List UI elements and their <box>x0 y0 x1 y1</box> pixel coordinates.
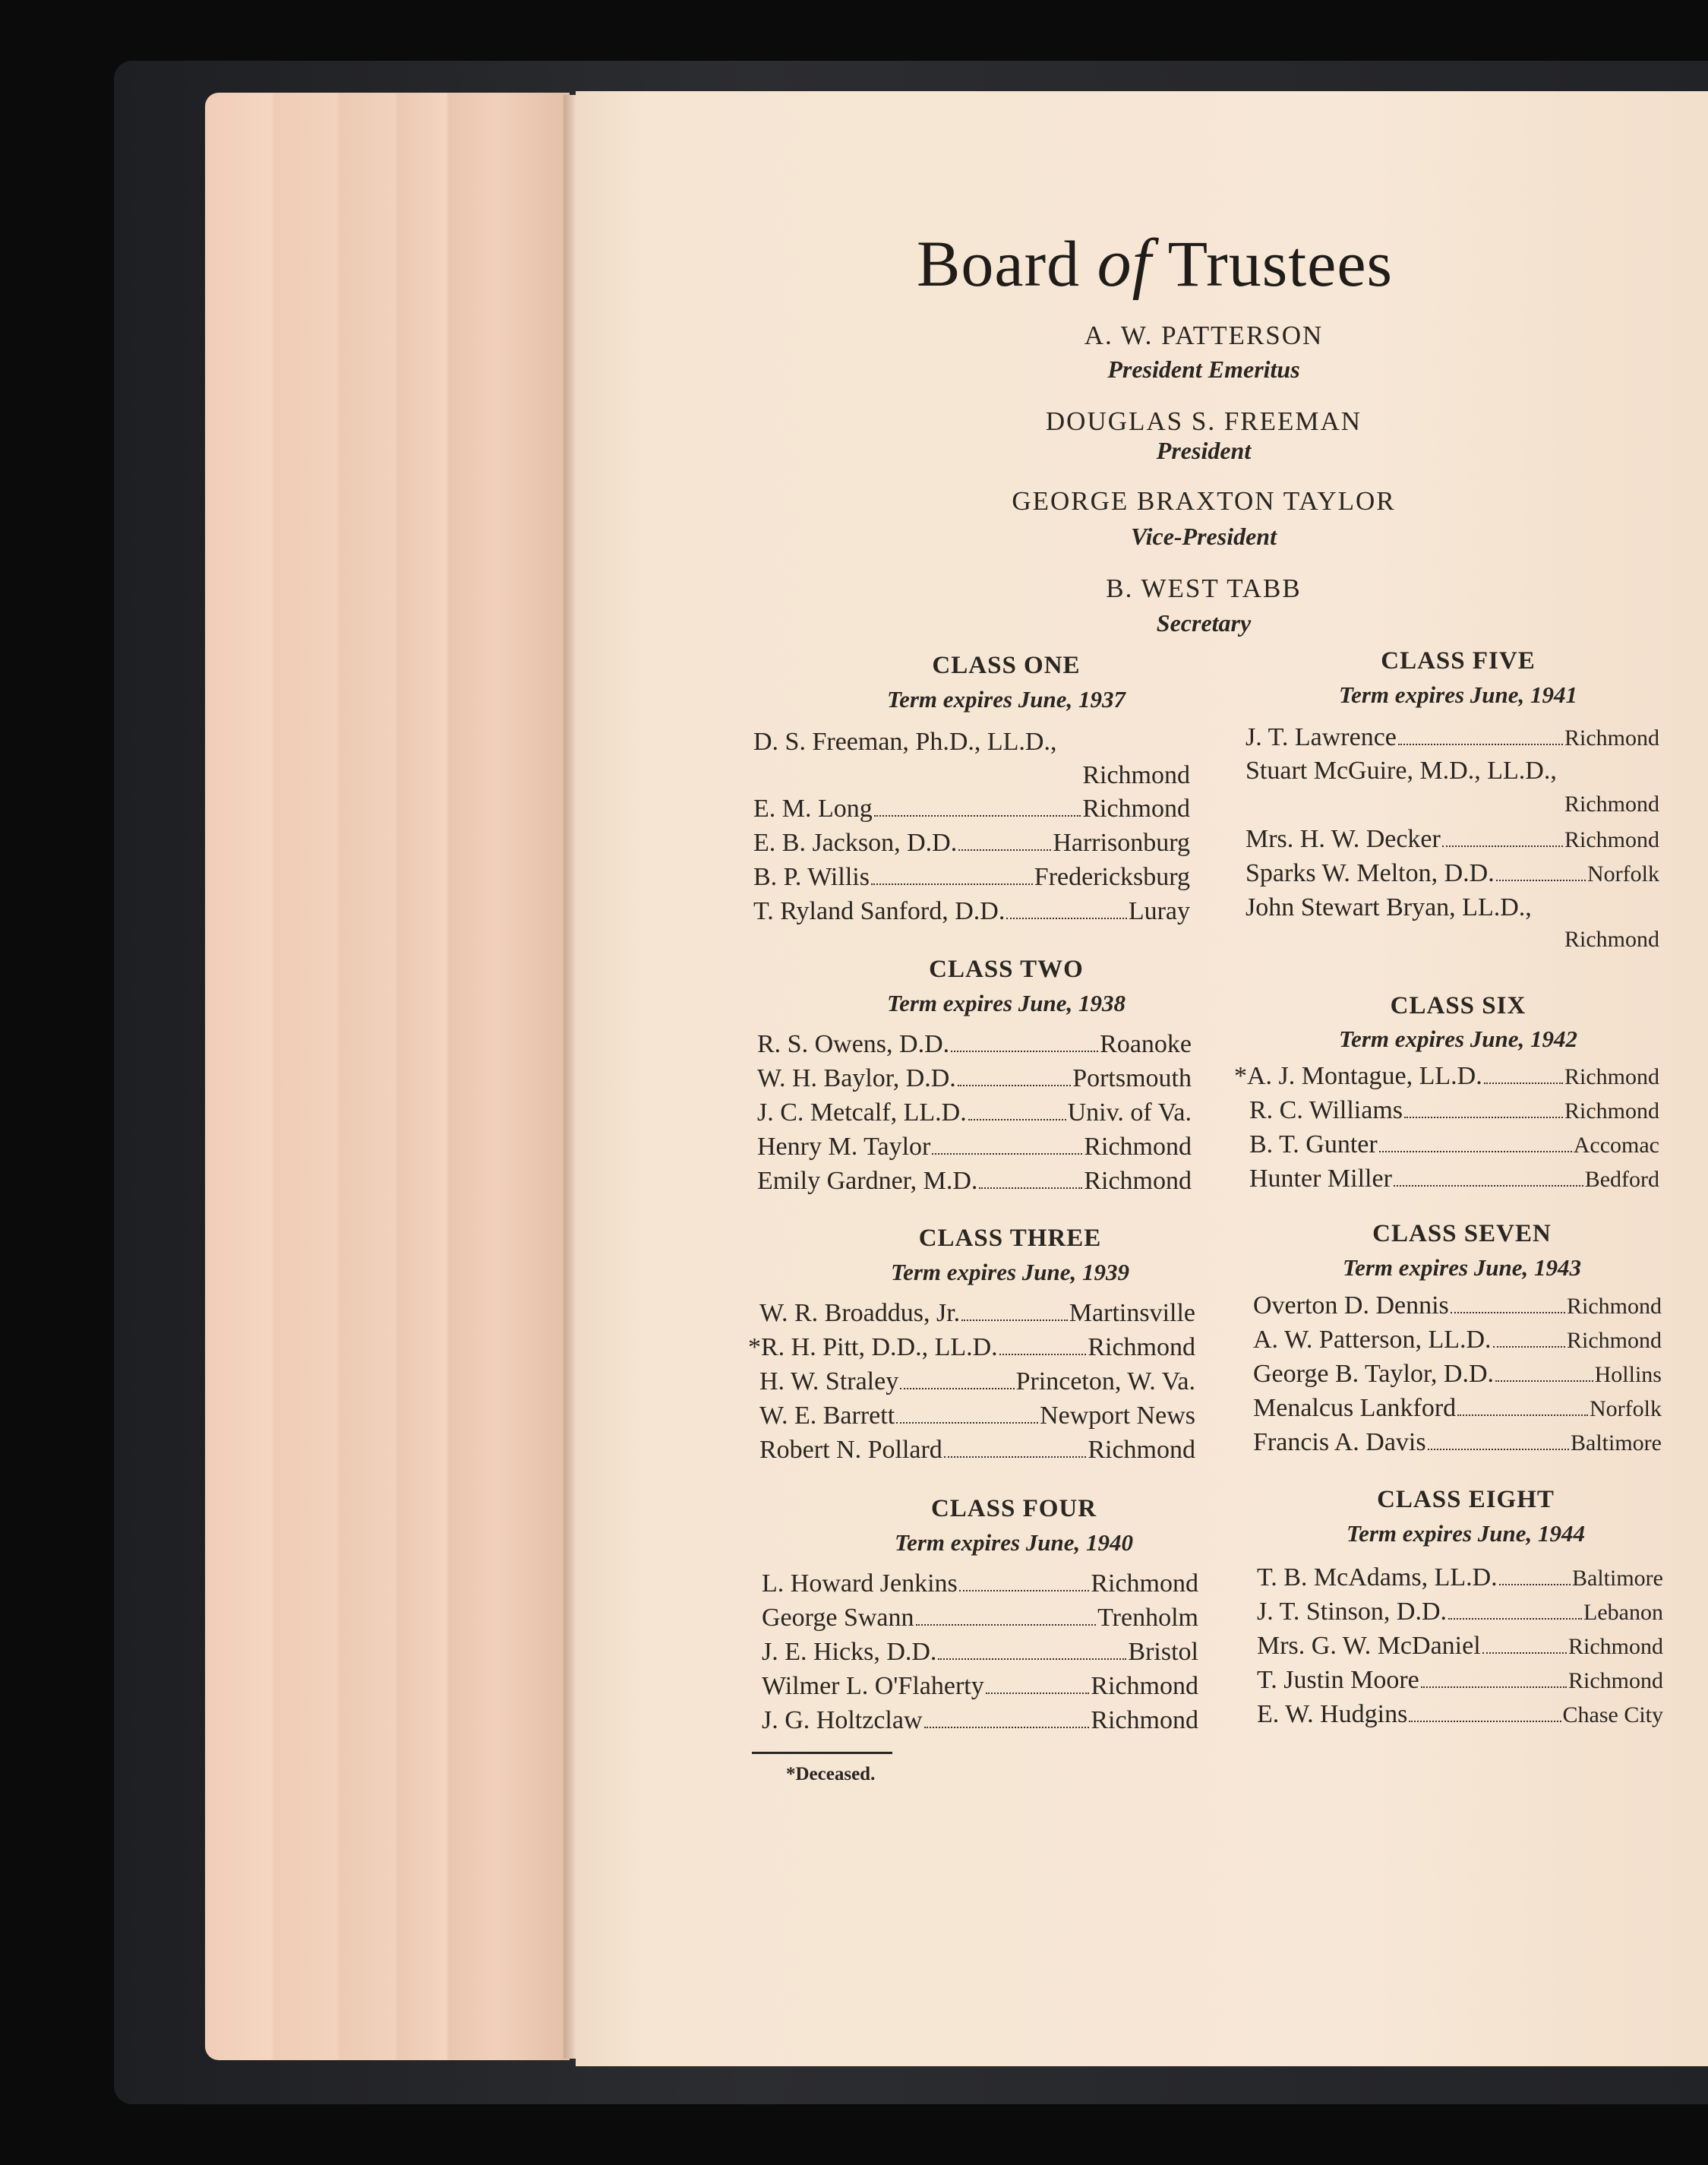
trustee-row <box>1245 723 1659 752</box>
trustee-name: John Stewart Bryan, LL.D., <box>1245 893 1532 921</box>
officer-title: Secretary <box>1156 609 1252 637</box>
trustee-place: Richmond <box>1091 1672 1198 1700</box>
trustee-name: W. R. Broaddus, Jr. <box>759 1299 961 1327</box>
trustee-place: Richmond <box>1082 761 1190 789</box>
trustee-name: T. Ryland Sanford, D.D. <box>753 897 1006 925</box>
trustee-row <box>757 1133 1192 1162</box>
officer-name: A. W. PATTERSON <box>1084 321 1324 350</box>
trustee-name: T. Justin Moore <box>1257 1666 1419 1694</box>
trustee-name: Henry M. Taylor <box>757 1133 931 1161</box>
trustee-row <box>762 1706 1198 1735</box>
footnote-rule <box>752 1752 892 1754</box>
trustee-row <box>1253 1326 1662 1354</box>
trustee-place: Norfolk <box>1587 861 1659 887</box>
trustee-row <box>1245 893 1659 922</box>
term-expires: Term expires June, 1938 <box>886 990 1126 1016</box>
trustee-place: Newport News <box>1040 1402 1195 1430</box>
trustee-place: Fredericksburg <box>1034 863 1190 891</box>
trustee-row <box>762 1672 1198 1701</box>
trustee-name: A. W. Patterson, LL.D. <box>1253 1326 1492 1354</box>
trustee-place: Richmond <box>1568 1634 1663 1659</box>
trustee-row <box>1257 1700 1663 1729</box>
trustee-row <box>757 1167 1192 1196</box>
trustee-name: Menalcus Lankford <box>1253 1394 1457 1422</box>
trustee-place: Richmond <box>1564 725 1659 751</box>
trustee-name: E. B. Jackson, D.D. <box>753 829 958 857</box>
trustee-place: Richmond <box>1567 1328 1662 1353</box>
trustee-name: E. M. Long <box>753 795 873 823</box>
trustee-name: B. T. Gunter <box>1249 1130 1378 1158</box>
trustee-place: Lebanon <box>1583 1600 1663 1625</box>
trustee-place: Luray <box>1128 897 1190 925</box>
trustee-name: E. W. Hudgins <box>1257 1700 1408 1728</box>
trustee-name: *A. J. Montague, LL.D. <box>1234 1062 1482 1090</box>
trustee-row <box>757 1030 1192 1059</box>
trustee-place: Princeton, W. Va. <box>1015 1367 1195 1395</box>
trustee-place: Bedford <box>1584 1167 1659 1192</box>
trustee-place: Richmond <box>1564 927 1659 952</box>
trustee-name: Mrs. G. W. McDaniel <box>1257 1632 1481 1660</box>
trustee-name: Stuart McGuire, M.D., LL.D., <box>1245 757 1557 785</box>
trustee-name: Mrs. H. W. Decker <box>1245 825 1441 853</box>
officer-title: Vice-President <box>1131 523 1277 550</box>
trustee-place: Accomac <box>1573 1133 1659 1158</box>
trustee-row <box>753 863 1190 892</box>
trustee-name: L. Howard Jenkins <box>762 1569 958 1598</box>
trustee-name: George B. Taylor, D.D. <box>1253 1360 1495 1388</box>
trustee-place: Norfolk <box>1590 1396 1662 1421</box>
trustee-row <box>1257 1666 1663 1695</box>
trustee-place: Trenholm <box>1097 1604 1198 1632</box>
trustee-place: Hollins <box>1594 1362 1662 1387</box>
trustee-row <box>1249 1165 1659 1193</box>
term-expires: Term expires June, 1942 <box>1338 1026 1578 1052</box>
trustee-row <box>1249 1130 1659 1159</box>
trustee-row <box>762 1604 1198 1632</box>
trustee-row <box>1257 1563 1663 1592</box>
trustee-place: Richmond <box>1084 1133 1192 1161</box>
trustee-name: Sparks W. Melton, D.D. <box>1245 859 1495 887</box>
class-heading: CLASS FIVE <box>1381 647 1536 675</box>
trustee-place: Richmond <box>1088 1436 1195 1464</box>
class-heading: CLASS THREE <box>918 1225 1102 1252</box>
trustee-row <box>759 1402 1195 1430</box>
officer-name: GEORGE BRAXTON TAYLOR <box>1012 486 1396 516</box>
officer-name: DOUGLAS S. FREEMAN <box>1045 406 1362 436</box>
trustee-place: Richmond <box>1082 795 1190 823</box>
trustee-row <box>762 1638 1198 1667</box>
trustee-place: Univ. of Va. <box>1067 1098 1192 1127</box>
class-heading: CLASS TWO <box>929 956 1084 983</box>
trustee-name: R. S. Owens, D.D. <box>757 1030 950 1058</box>
term-expires: Term expires June, 1937 <box>886 686 1126 713</box>
class-heading: CLASS ONE <box>932 652 1081 679</box>
term-expires: Term expires June, 1943 <box>1342 1254 1582 1281</box>
term-expires: Term expires June, 1940 <box>894 1529 1134 1556</box>
trustee-name: D. S. Freeman, Ph.D., LL.D., <box>753 728 1057 756</box>
class-heading: CLASS SEVEN <box>1372 1220 1552 1247</box>
trustee-row <box>1245 859 1659 888</box>
trustee-place: Richmond <box>1564 1064 1659 1089</box>
trustee-name: B. P. Willis <box>753 863 870 891</box>
trustee-name: George Swann <box>762 1604 914 1632</box>
term-expires: Term expires June, 1939 <box>890 1259 1130 1285</box>
trustee-name: Emily Gardner, M.D. <box>757 1167 978 1195</box>
trustee-row <box>757 1064 1192 1093</box>
trustee-place: Bristol <box>1128 1638 1198 1666</box>
trustee-row <box>753 728 1190 757</box>
trustee-row <box>757 1098 1192 1127</box>
trustee-row <box>753 795 1190 823</box>
trustee-row <box>1253 1360 1662 1389</box>
trustee-place: Richmond <box>1091 1706 1198 1734</box>
trustee-name: H. W. Straley <box>759 1367 899 1395</box>
trustee-row <box>1253 1428 1662 1457</box>
trustee-row <box>1253 1291 1662 1320</box>
trustee-row <box>1234 1062 1659 1091</box>
class-heading: CLASS SIX <box>1390 992 1526 1019</box>
trustee-place: Harrisonburg <box>1053 829 1190 857</box>
trustee-place: Baltimore <box>1571 1430 1662 1455</box>
trustee-row <box>1245 825 1659 854</box>
trustee-name: Francis A. Davis <box>1253 1428 1426 1456</box>
class-heading: CLASS FOUR <box>930 1495 1097 1522</box>
trustee-name: Robert N. Pollard <box>759 1436 942 1464</box>
trustee-name: Overton D. Dennis <box>1253 1291 1449 1320</box>
footnote: *Deceased. <box>786 1764 876 1784</box>
trustee-row <box>1245 757 1659 785</box>
trustee-place: Chase City <box>1562 1702 1663 1727</box>
trustee-row <box>753 897 1190 926</box>
page-edges <box>205 93 570 2060</box>
trustee-place: Baltimore <box>1572 1566 1663 1591</box>
trustee-name: R. C. Williams <box>1249 1096 1403 1124</box>
trustee-place: Richmond <box>1088 1333 1195 1361</box>
trustee-place: Richmond <box>1564 1098 1659 1124</box>
trustee-place: Richmond <box>1084 1167 1192 1195</box>
trustee-row <box>1257 1632 1663 1661</box>
trustee-row <box>759 1436 1195 1465</box>
trustee-name: Hunter Miller <box>1249 1165 1392 1193</box>
trustee-name: J. G. Holtzclaw <box>762 1706 923 1734</box>
trustee-row <box>1249 1096 1659 1125</box>
trustee-place: Roanoke <box>1100 1030 1192 1058</box>
trustee-row <box>748 1333 1195 1362</box>
trustee-place: Martinsville <box>1069 1299 1195 1327</box>
trustee-name: Wilmer L. O'Flaherty <box>762 1672 984 1700</box>
trustee-name: J. E. Hicks, D.D. <box>762 1638 937 1666</box>
trustee-row <box>1253 1394 1662 1423</box>
trustee-place: Richmond <box>1564 827 1659 852</box>
trustee-row <box>1257 1598 1663 1626</box>
trustee-place: Richmond <box>1091 1569 1198 1598</box>
officer-title: President <box>1156 437 1252 464</box>
term-expires: Term expires June, 1941 <box>1338 681 1578 708</box>
trustee-place: Richmond <box>1567 1294 1662 1319</box>
trustee-place: Richmond <box>1564 792 1659 817</box>
page-title: Board of Trustees <box>917 226 1393 301</box>
trustee-name: W. H. Baylor, D.D. <box>757 1064 956 1092</box>
class-heading: CLASS EIGHT <box>1377 1486 1555 1513</box>
officer-title: President Emeritus <box>1107 356 1300 383</box>
trustee-row <box>753 829 1190 858</box>
trustee-row <box>759 1367 1195 1396</box>
trustee-name: *R. H. Pitt, D.D., LL.D. <box>748 1333 998 1361</box>
trustee-place: Portsmouth <box>1072 1064 1192 1092</box>
trustee-name: J. T. Stinson, D.D. <box>1257 1598 1448 1626</box>
officer-name: B. WEST TABB <box>1106 574 1302 603</box>
trustee-name: T. B. McAdams, LL.D. <box>1257 1563 1498 1591</box>
trustee-row <box>762 1569 1198 1598</box>
trustee-row <box>759 1299 1195 1328</box>
trustee-name: J. T. Lawrence <box>1245 723 1397 751</box>
term-expires: Term expires June, 1944 <box>1346 1520 1586 1547</box>
trustee-name: W. E. Barrett <box>759 1402 895 1430</box>
trustee-name: J. C. Metcalf, LL.D. <box>757 1098 967 1127</box>
trustee-place: Richmond <box>1568 1668 1663 1693</box>
